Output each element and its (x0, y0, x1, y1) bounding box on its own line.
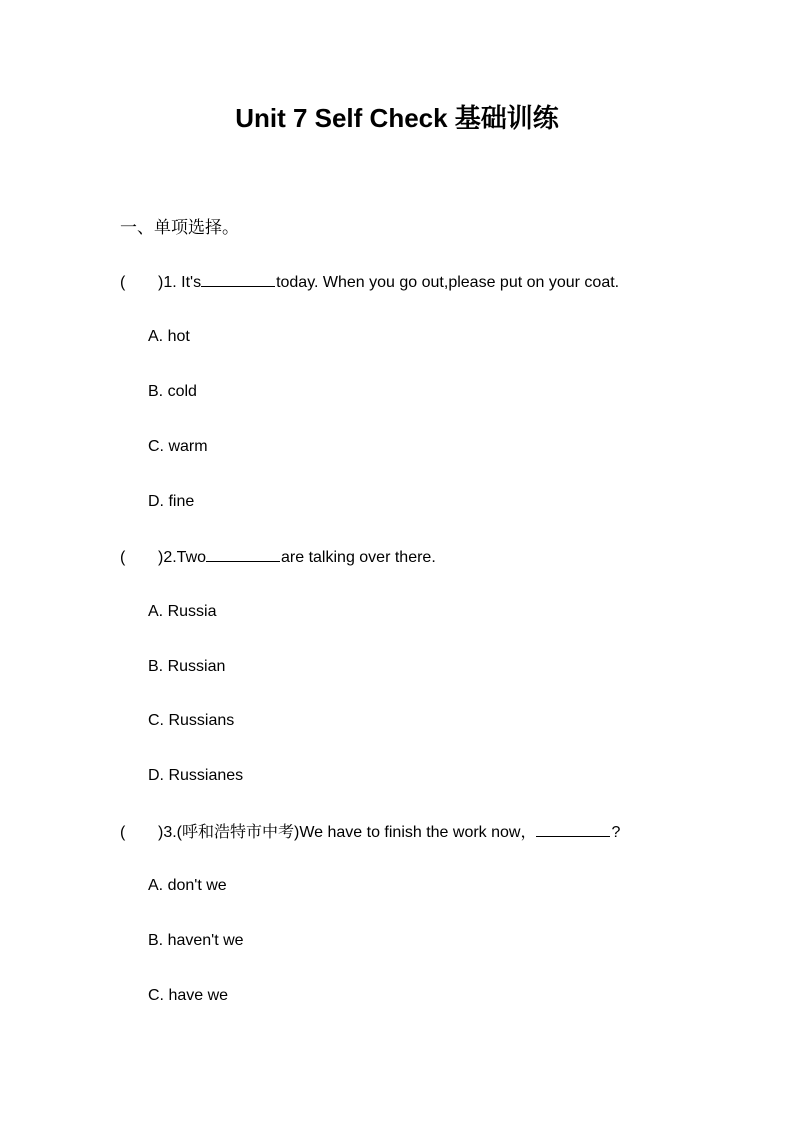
answer-paren: ( (120, 824, 126, 841)
question-2 (120, 545, 436, 570)
option-c: C. have we (148, 987, 229, 1004)
option-b: B. haven't we (148, 932, 244, 949)
option-a: A. Russia (148, 603, 217, 620)
answer-paren: ( (120, 274, 126, 291)
question-1-prefix: )1. It's (158, 274, 202, 291)
option-a: A. don't we (148, 877, 227, 894)
question-1-suffix: today. When you go out,please put on your coat. (276, 274, 620, 291)
option-b: B. cold (148, 383, 197, 400)
question-3-suffix: ? (611, 824, 621, 841)
question-2-prefix: )2.Two (158, 549, 207, 566)
answer-blank (536, 820, 610, 837)
answer-blank (206, 545, 280, 562)
option-a: A. hot (148, 328, 190, 345)
option-c: C. Russians (148, 712, 235, 729)
option-d: D. Russianes (148, 767, 244, 784)
section-heading: 一、单项选择。 (120, 218, 239, 237)
option-b: B. Russian (148, 658, 226, 675)
question-3-prefix: )3.(呼和浩特市中考)We have to finish the work now， (158, 824, 537, 841)
question-2-suffix: are talking over there. (281, 549, 436, 566)
option-c: C. warm (148, 438, 208, 455)
option-d: D. fine (148, 493, 195, 510)
answer-paren: ( (120, 549, 126, 566)
answer-blank (201, 270, 275, 287)
page-title: Unit 7 Self Check 基础训练 (235, 103, 559, 133)
question-1 (120, 270, 619, 295)
question-3 (120, 820, 620, 845)
